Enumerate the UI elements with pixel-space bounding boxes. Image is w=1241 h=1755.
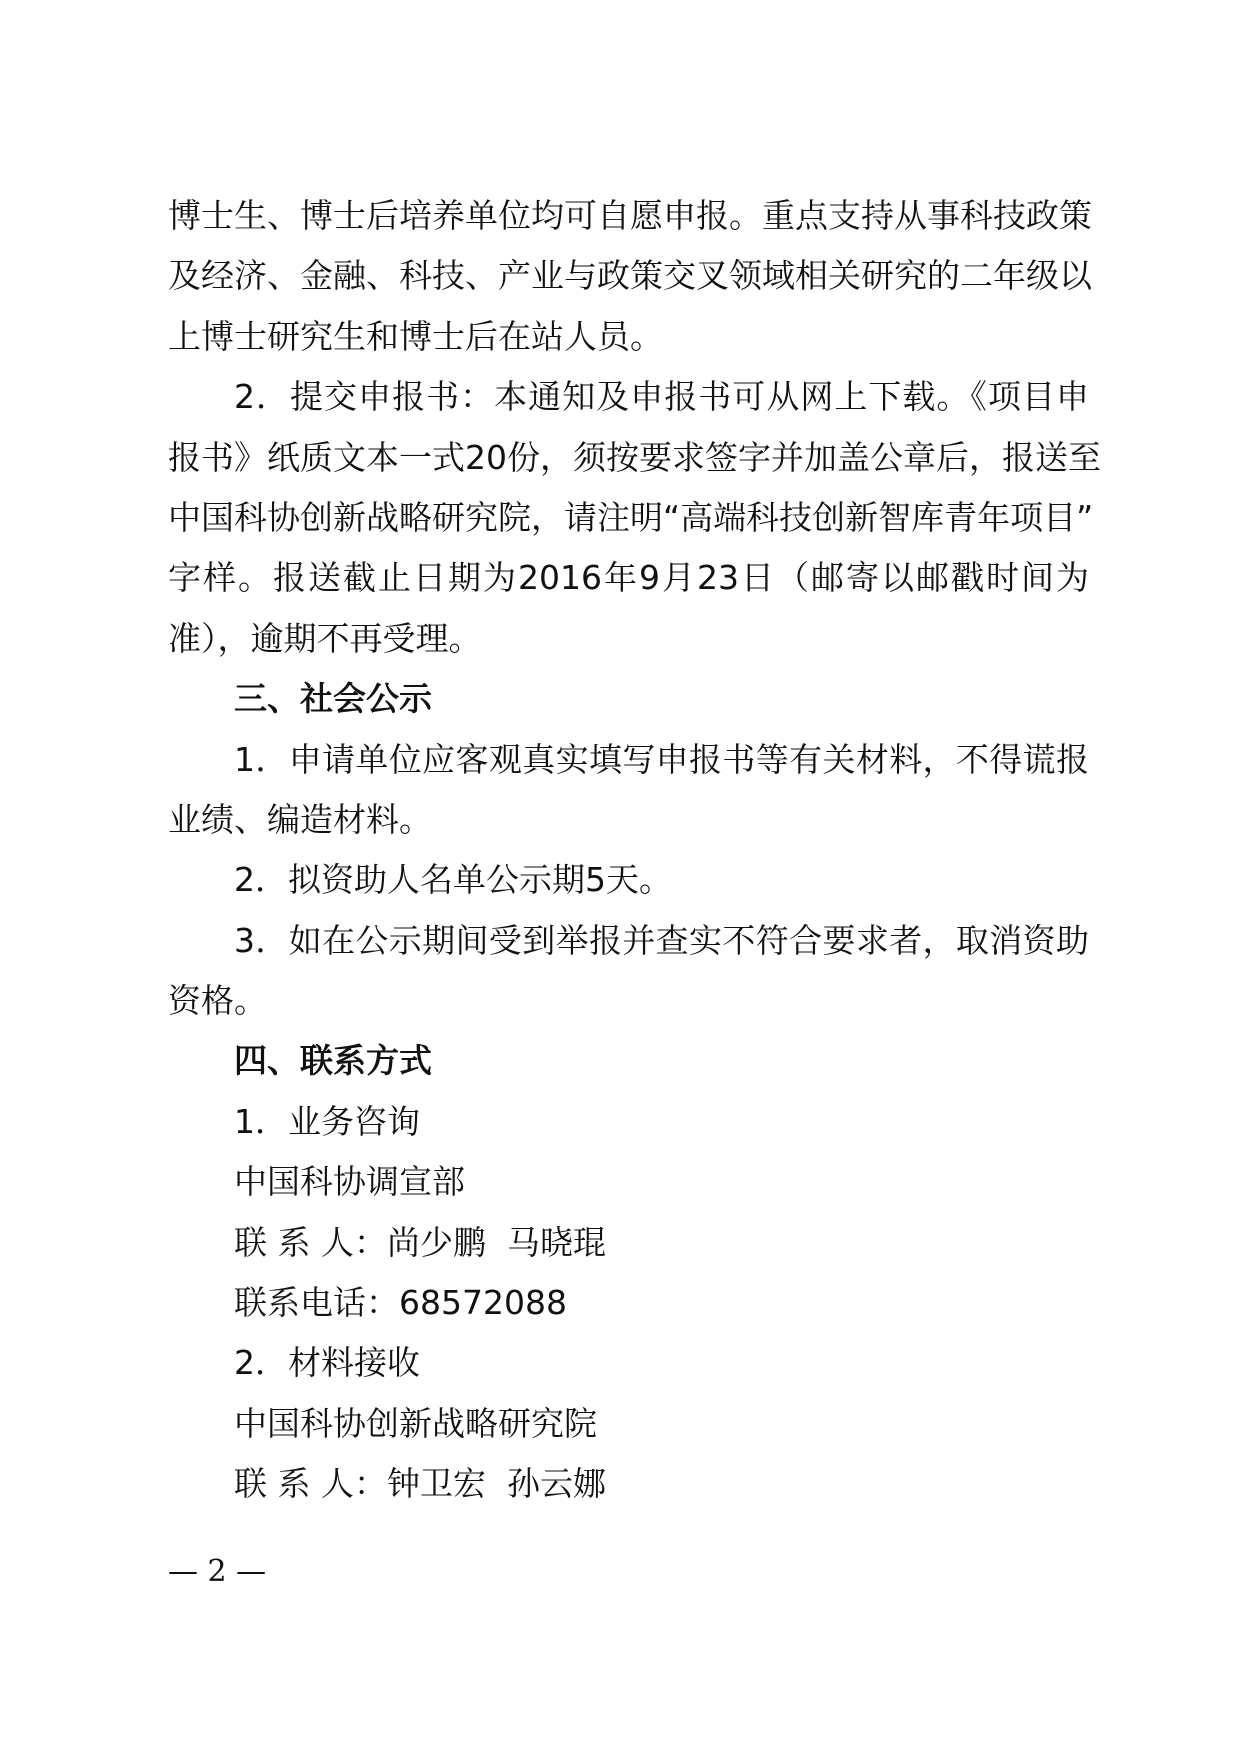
paragraph-line: 资格。: [168, 981, 267, 1021]
contact-organization: 中国科协调宣部: [234, 1162, 465, 1202]
paragraph-line: 中国科协创新战略研究院，请注明“高端科技创新智库青年项目”: [168, 497, 1094, 537]
paragraph-line: 字样。报送截止日期为2016年9月23日（邮寄以邮戳时间为: [168, 558, 1089, 598]
paragraph-line: 上博士研究生和博士后在站人员。: [168, 316, 663, 356]
document-body: [168, 186, 1101, 1515]
contact-subheading: 1．业务咨询: [234, 1101, 420, 1141]
paragraph-line: 3．如在公示期间受到举报并查实不符合要求者，取消资助: [234, 920, 1089, 960]
contact-phone: 联系电话：68572088: [234, 1283, 567, 1323]
section-heading: 三、社会公示: [234, 679, 432, 719]
paragraph-line: 业绩、编造材料。: [168, 799, 432, 839]
section-heading: 四、联系方式: [234, 1041, 432, 1081]
paragraph-line: 准），逾期不再受理。: [168, 618, 482, 658]
contact-subheading: 2．材料接收: [234, 1343, 420, 1383]
contact-organization: 中国科协创新战略研究院: [234, 1403, 597, 1443]
contact-persons: 联 系 人：尚少鹏 马晓琨: [234, 1222, 606, 1262]
paragraph-line: 报书》纸质文本一式20份，须按要求签字并加盖公章后，报送至: [168, 437, 1101, 477]
paragraph-line: 博士生、博士后培养单位均可自愿申报。重点支持从事科技政策: [168, 196, 1092, 235]
paragraph-line: 2．提交申报书：本通知及申报书可从网上下载。《项目申: [234, 377, 1089, 417]
paragraph-line: 1．申请单位应客观真实填写申报书等有关材料，不得谎报: [234, 739, 1089, 779]
paragraph-line: 及经济、金融、科技、产业与政策交叉领域相关研究的二年级以: [168, 256, 1092, 296]
paragraph-line: 2．拟资助人名单公示期5天。: [234, 860, 672, 900]
contact-persons: 联 系 人：钟卫宏 孙云娜: [234, 1464, 606, 1504]
page-number: — 2 —: [168, 1554, 267, 1589]
